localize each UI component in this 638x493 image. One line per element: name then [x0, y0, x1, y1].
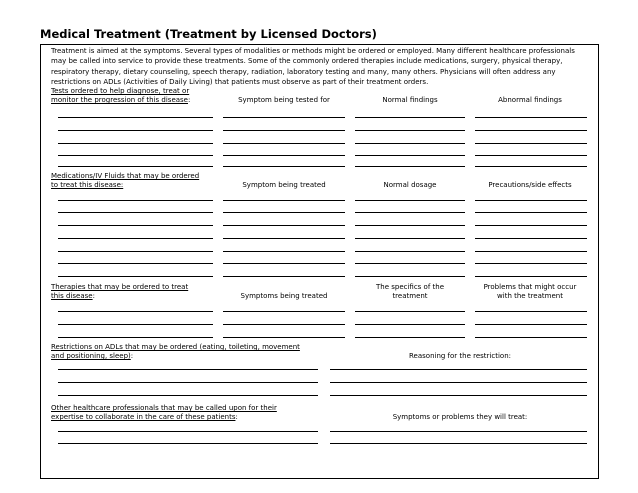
professionals-section-label	[51, 404, 277, 422]
therapies-col-symptoms-header: Symptoms being treated	[240, 292, 328, 300]
tests-blank-line[interactable]	[58, 117, 213, 118]
professionals-blank-line[interactable]	[330, 431, 587, 432]
professionals-label-line-2: expertise to collaborate in the care of these patients	[51, 413, 236, 421]
meds-blank-line[interactable]	[475, 212, 587, 213]
therapies-blank-line[interactable]	[475, 311, 587, 312]
tests-blank-line[interactable]	[355, 166, 465, 167]
therapies-blank-line[interactable]	[223, 311, 345, 312]
restrictions-blank-line[interactable]	[58, 395, 318, 396]
meds-blank-line[interactable]	[355, 276, 465, 277]
meds-blank-line[interactable]	[223, 200, 345, 201]
meds-blank-line[interactable]	[355, 200, 465, 201]
meds-blank-line[interactable]	[355, 212, 465, 213]
therapies-col-specifics-line-2: treatment	[392, 292, 428, 300]
meds-blank-line[interactable]	[223, 225, 345, 226]
tests-col-abnormal-header: Abnormal findings	[498, 96, 562, 104]
meds-blank-line[interactable]	[58, 251, 213, 252]
meds-blank-line[interactable]	[475, 251, 587, 252]
therapies-col-problems-line-2: with the treatment	[497, 292, 563, 300]
meds-col-precautions-header: Precautions/side effects	[488, 181, 572, 189]
tests-blank-line[interactable]	[355, 155, 465, 156]
restrictions-col-reasoning-header: Reasoning for the restriction:	[409, 352, 511, 360]
meds-blank-line[interactable]	[58, 212, 213, 213]
meds-label-line-2: to treat this disease:	[51, 181, 124, 189]
meds-blank-line[interactable]	[475, 238, 587, 239]
tests-blank-line[interactable]	[355, 143, 465, 144]
restrictions-label-line-2: and positioning, sleep)	[51, 352, 131, 360]
professionals-blank-line[interactable]	[58, 431, 318, 432]
meds-blank-line[interactable]	[475, 225, 587, 226]
meds-col-dosage-header: Normal dosage	[383, 181, 437, 189]
tests-label-colon: :	[188, 96, 191, 104]
meds-blank-line[interactable]	[475, 276, 587, 277]
therapies-label-line-1: Therapies that may be ordered to treat	[51, 283, 189, 291]
meds-blank-line[interactable]	[223, 251, 345, 252]
tests-blank-line[interactable]	[223, 143, 345, 144]
restrictions-blank-line[interactable]	[58, 369, 318, 370]
tests-blank-line[interactable]	[223, 166, 345, 167]
tests-blank-line[interactable]	[475, 143, 587, 144]
restrictions-blank-line[interactable]	[330, 382, 587, 383]
tests-blank-line[interactable]	[475, 117, 587, 118]
meds-blank-line[interactable]	[58, 276, 213, 277]
restrictions-section-label	[51, 343, 300, 361]
meds-blank-line[interactable]	[58, 225, 213, 226]
tests-label-line-1: Tests ordered to help diagnose, treat or	[51, 87, 190, 95]
tests-col-symptom-header: Symptom being tested for	[238, 96, 330, 104]
tests-blank-line[interactable]	[58, 155, 213, 156]
therapies-blank-line[interactable]	[58, 324, 213, 325]
meds-blank-line[interactable]	[355, 225, 465, 226]
meds-blank-line[interactable]	[58, 263, 213, 264]
therapies-blank-line[interactable]	[355, 324, 465, 325]
tests-section-label	[51, 87, 190, 105]
tests-blank-line[interactable]	[223, 117, 345, 118]
therapies-blank-line[interactable]	[223, 324, 345, 325]
therapies-col-specifics-line-1: The specifics of the	[375, 283, 445, 291]
therapies-col-problems-header	[470, 283, 590, 301]
meds-label-line-1: Medications/IV Fluids that may be ordered	[51, 172, 200, 180]
therapies-section-label	[51, 283, 188, 301]
meds-section-label	[51, 172, 199, 190]
therapies-blank-line[interactable]	[58, 311, 213, 312]
restrictions-blank-line[interactable]	[330, 369, 587, 370]
therapies-label-line-2: this disease	[51, 292, 93, 300]
therapies-blank-line[interactable]	[355, 337, 465, 338]
meds-blank-line[interactable]	[58, 200, 213, 201]
therapies-blank-line[interactable]	[475, 337, 587, 338]
meds-blank-line[interactable]	[223, 263, 345, 264]
restrictions-label-colon: :	[130, 352, 134, 360]
meds-blank-line[interactable]	[355, 263, 465, 264]
meds-col-symptom-header: Symptom being treated	[242, 181, 326, 189]
tests-blank-line[interactable]	[223, 130, 345, 131]
tests-blank-line[interactable]	[355, 117, 465, 118]
meds-blank-line[interactable]	[58, 238, 213, 239]
meds-blank-line[interactable]	[355, 251, 465, 252]
meds-blank-line[interactable]	[475, 263, 587, 264]
intro-paragraph: Treatment is aimed at the symptoms. Several types of modalities or methods might be ordered or employed. Many different healthcare professionals may be called into service to provide these treatments. Some of the commonly ordered therapies include medications, surgery, physical therapy, respiratory therapy, dietary counseling, speech therapy, radiation, laboratory testing and many, many others. Physicians will often address any restrictions on ADLs (Activities of Daily Living) that patients must observe as part of their treatment orders.	[51, 47, 575, 87]
tests-blank-line[interactable]	[58, 166, 213, 167]
therapies-col-problems-line-1: Problems that might occur	[483, 283, 577, 291]
tests-blank-line[interactable]	[475, 155, 587, 156]
restrictions-blank-line[interactable]	[58, 382, 318, 383]
restrictions-blank-line[interactable]	[330, 395, 587, 396]
professionals-label-line-1: Other healthcare professionals that may be called upon for their	[51, 404, 277, 412]
tests-blank-line[interactable]	[58, 130, 213, 131]
tests-blank-line[interactable]	[475, 166, 587, 167]
meds-blank-line[interactable]	[223, 276, 345, 277]
meds-blank-line[interactable]	[475, 200, 587, 201]
page-title: Medical Treatment (Treatment by Licensed Doctors)	[40, 27, 377, 41]
tests-col-normal-header: Normal findings	[382, 96, 438, 104]
therapies-blank-line[interactable]	[223, 337, 345, 338]
restrictions-label-line-1: Restrictions on ADLs that may be ordered (eating, toileting, movement	[51, 343, 300, 351]
professionals-label-colon: :	[235, 413, 238, 421]
professionals-blank-line[interactable]	[330, 443, 587, 444]
tests-label-line-2: monitor the progression of this disease	[51, 96, 188, 104]
tests-blank-line[interactable]	[223, 155, 345, 156]
therapies-blank-line[interactable]	[475, 324, 587, 325]
therapies-blank-line[interactable]	[58, 337, 213, 338]
tests-blank-line[interactable]	[355, 130, 465, 131]
professionals-blank-line[interactable]	[58, 443, 318, 444]
therapies-label-colon: :	[92, 292, 95, 300]
therapies-col-specifics-header	[350, 283, 470, 301]
professionals-col-symptoms-header: Symptoms or problems they will treat:	[392, 413, 528, 421]
meds-blank-line[interactable]	[355, 238, 465, 239]
tests-blank-line[interactable]	[475, 130, 587, 131]
meds-blank-line[interactable]	[223, 212, 345, 213]
therapies-blank-line[interactable]	[355, 311, 465, 312]
tests-blank-line[interactable]	[58, 143, 213, 144]
meds-blank-line[interactable]	[223, 238, 345, 239]
